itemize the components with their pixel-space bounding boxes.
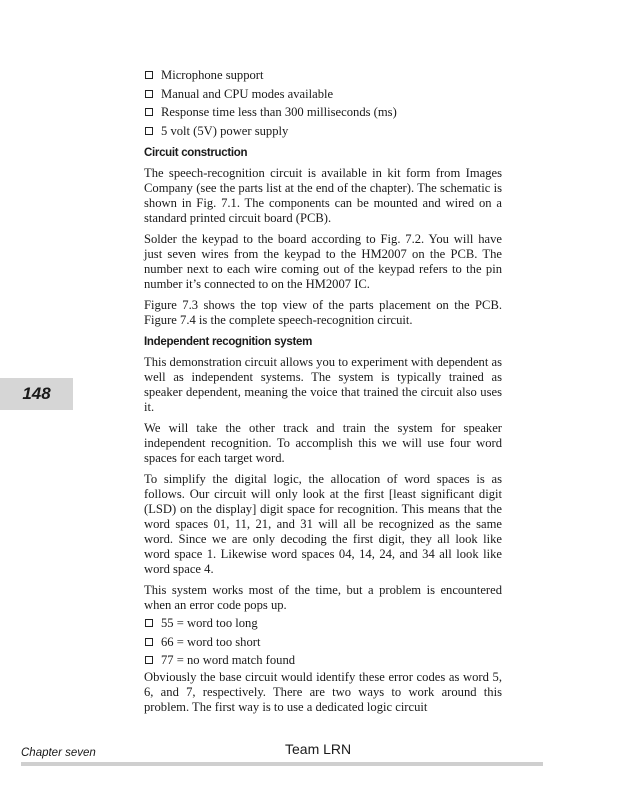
paragraph: Obviously the base circuit would identify these error codes as word 5, 6, and 7, respectively. There are two ways to work around this problem. The first way is to use a dedicated logic circuit: [144, 669, 502, 714]
checkbox-bullet-icon: [145, 90, 153, 98]
footer-divider: [21, 762, 543, 766]
paragraph: This system works most of the time, but a problem is encountered when an error code pops up.: [144, 583, 502, 612]
checkbox-bullet-icon: [145, 638, 153, 646]
page-body: [144, 64, 502, 721]
feature-list: [144, 66, 502, 140]
list-item: [144, 614, 502, 633]
section-heading-independent: Independent recognition system: [144, 336, 312, 348]
page-number: 148: [22, 384, 51, 403]
checkbox-bullet-icon: [145, 108, 153, 116]
list-item: [144, 633, 502, 652]
list-item-text: 55 = word too long: [161, 616, 258, 630]
paragraph: The speech-recognition circuit is available in kit form from Images Company (see the parts list at the end of the chapter). The schematic is shown in Fig. 7.1. The components can be mounted and wired on a standard printed circuit board (PCB).: [144, 166, 502, 225]
footer-credit: Team LRN: [285, 741, 352, 757]
paragraph: This demonstration circuit allows you to experiment with dependent as well as independent systems. The system is typically trained as speaker dependent, meaning the voice that trained the circuit also uses it.: [144, 355, 502, 414]
paragraph: To simplify the digital logic, the allocation of word spaces is as follows. Our circuit will only look at the first [least significant digit (LSD) on the display] digit space for recognition. This means that the word spaces 01, 11, 21, and 31 will all be recognized as the same word. Since we are only decoding the first digit, they all look like word space 1. Likewise word spaces 04, 14, 24, and 34 all look like word space 4.: [144, 472, 502, 576]
list-item-text: Response time less than 300 milliseconds (ms): [161, 105, 397, 119]
footer-chapter-title: Chapter seven: [21, 747, 96, 759]
list-item-text: 5 volt (5V) power supply: [161, 123, 289, 138]
list-item: [144, 651, 502, 670]
page-number-tab: [0, 378, 73, 410]
checkbox-bullet-icon: [145, 656, 153, 664]
list-item: [144, 66, 502, 85]
paragraph: Figure 7.3 shows the top view of the parts placement on the PCB. Figure 7.4 is the complete speech-recognition circuit.: [144, 298, 502, 327]
paragraph: We will take the other track and train the system for speaker independent recognition. To accomplish this we will use four word spaces for each target word.: [144, 421, 502, 465]
paragraph: Solder the keypad to the board according to Fig. 7.2. You will have just seven wires from the keypad to the HM2007 on the PCB. The number next to each wire coming out of the keypad refers to the pin number it’s connected to on the HM2007 IC.: [144, 232, 502, 291]
list-item-text: Microphone support: [161, 68, 264, 82]
list-item: [144, 122, 502, 141]
checkbox-bullet-icon: [145, 127, 153, 135]
list-item-text: 77 = no word match found: [161, 653, 296, 667]
list-item: [144, 85, 502, 104]
list-item-text: Manual and CPU modes available: [161, 86, 334, 101]
error-code-list: [144, 614, 502, 670]
section-heading-circuit: Circuit construction: [144, 147, 248, 159]
list-item-text: 66 = word too short: [161, 634, 261, 649]
checkbox-bullet-icon: [145, 71, 153, 79]
checkbox-bullet-icon: [145, 619, 153, 627]
list-item: [144, 103, 502, 122]
